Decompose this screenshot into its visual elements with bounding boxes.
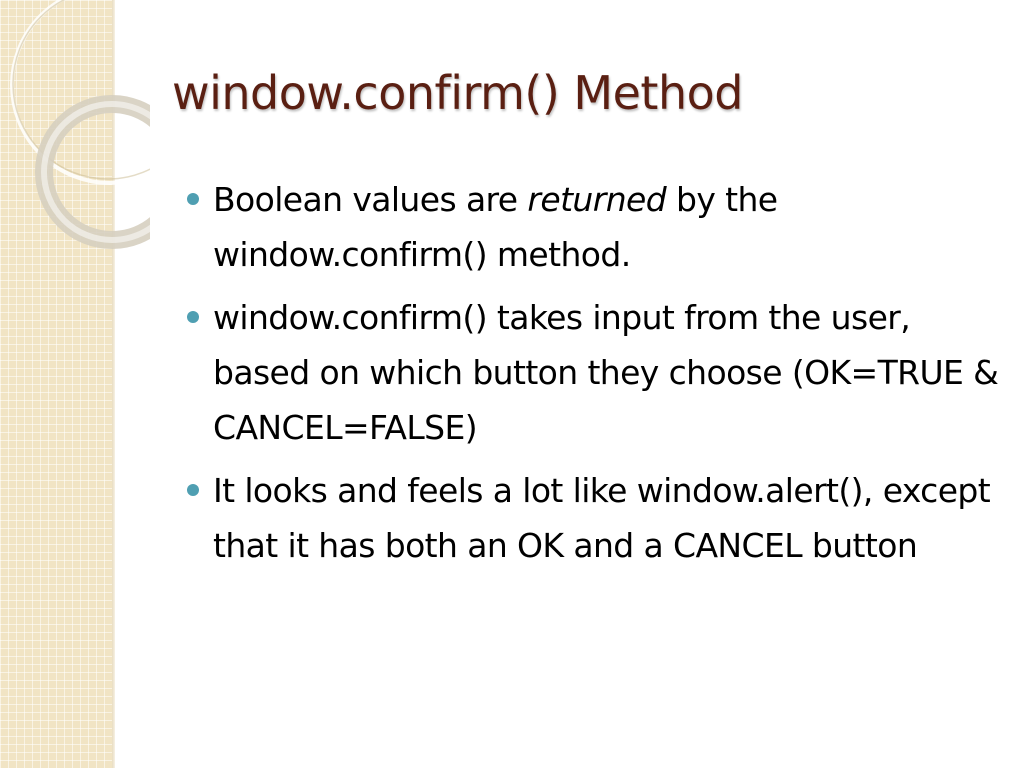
bullet-marker-icon [187,193,199,205]
bullet-text: window.confirm() takes input from the user, based on which button they choose (OK=TRUE & CANCEL=FALSE) [213,298,999,447]
bullet-text-emphasis: returned [527,180,667,219]
bullet-text-end: by the window.confirm() method. [213,180,778,274]
bullet-marker-icon [187,311,199,323]
slide-title: window.confirm() Method [172,66,743,120]
bullet-item-alert-comparison [184,463,999,573]
decorative-circles [0,0,150,260]
bullet-list [184,172,999,581]
bullet-item-returned [184,172,999,282]
bullet-marker-icon [187,484,199,496]
bullet-item-input [184,290,999,455]
bullet-text-start: Boolean values are [213,180,528,219]
bullet-text: It looks and feels a lot like window.alert(), except that it has both an OK and a CANCEL button [213,471,991,565]
